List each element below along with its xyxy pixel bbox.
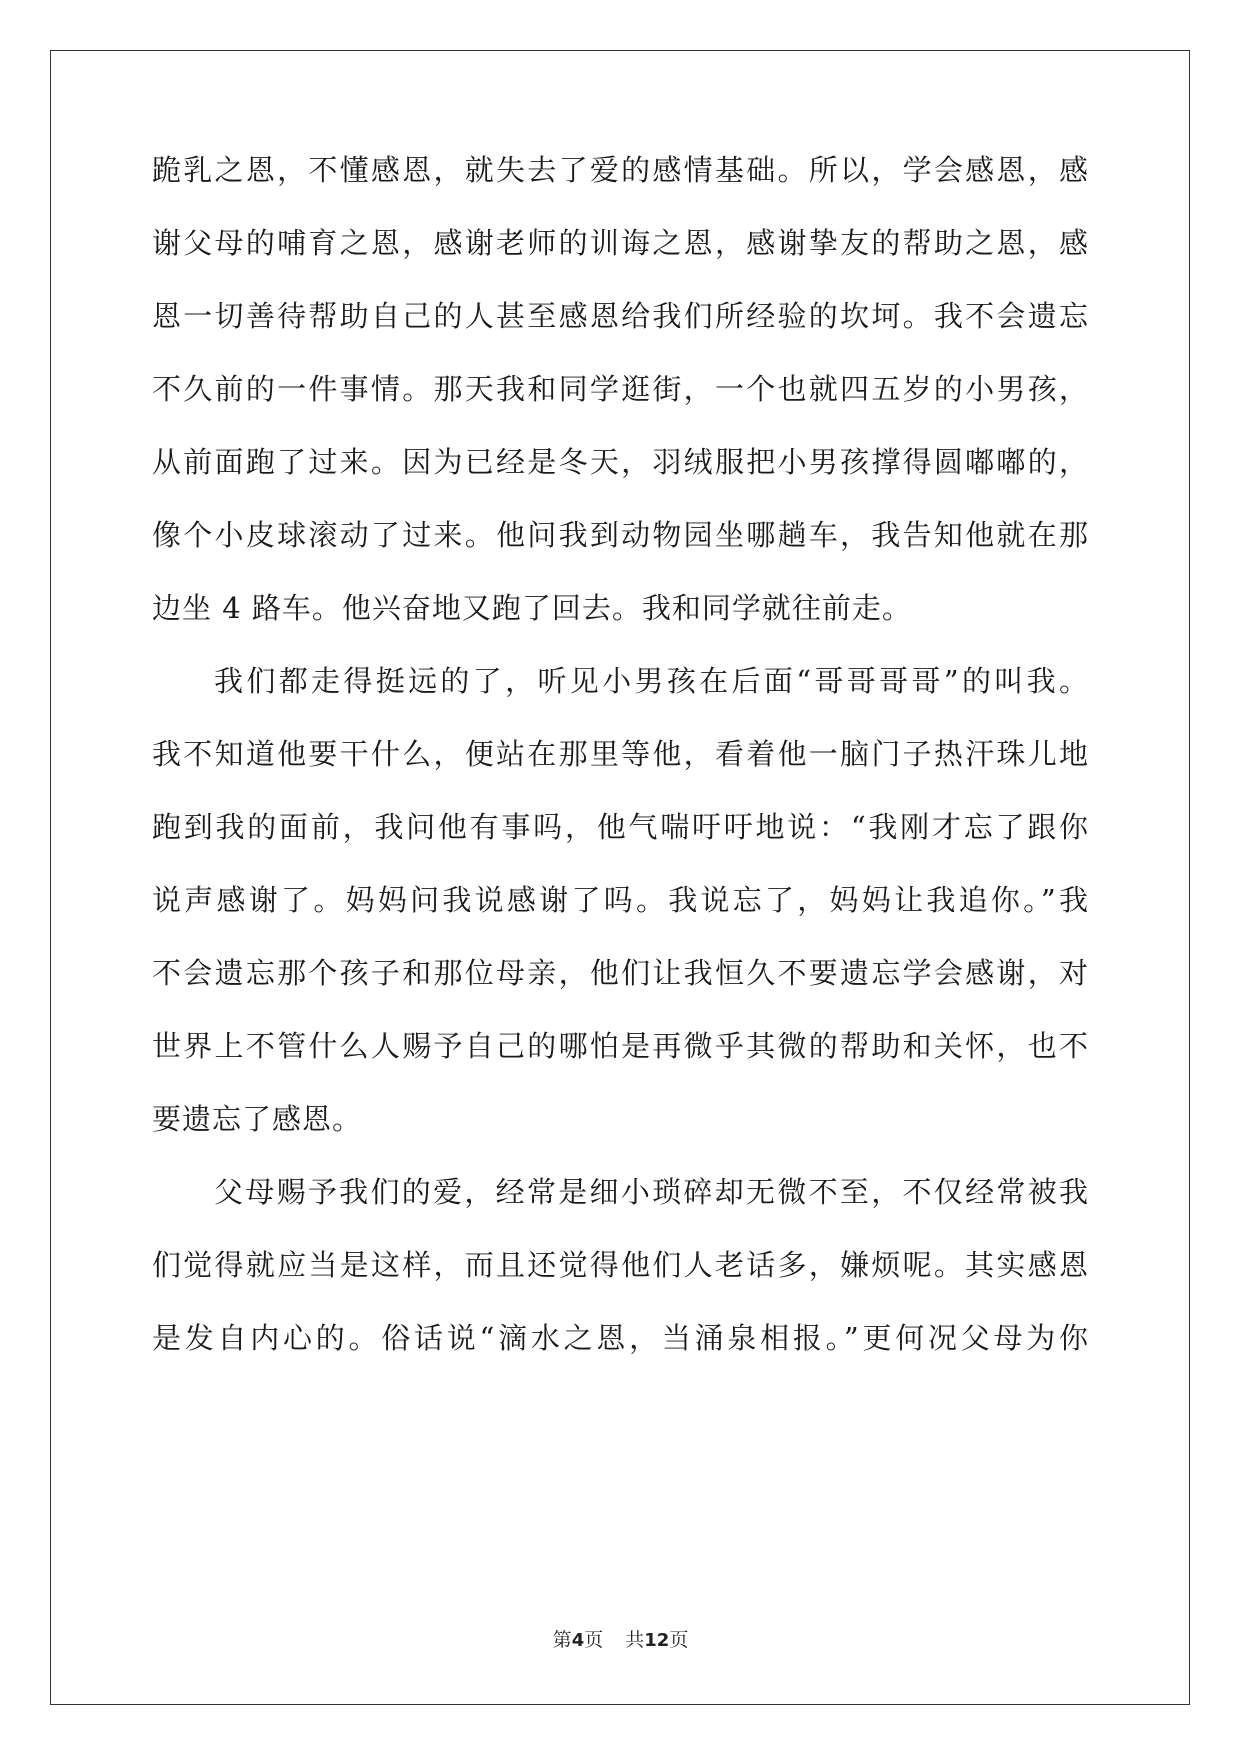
page-number-footer — [0, 1628, 1241, 1653]
text-line: 不会遗忘那个孩子和那位母亲，他们让我恒久不要遗忘学会感谢，对 — [152, 956, 1089, 990]
text-line: 跑到我的面前，我问他有事吗，他气喘吁吁地说：“我刚才忘了跟你 — [152, 810, 1089, 844]
text-line: 是发自内心的。俗话说“滴水之恩，当涌泉相报。”更何况父母为你 — [152, 1321, 1089, 1355]
text-line: 我不知道他要干什么，便站在那里等他，看着他一脑门子热汗珠儿地 — [152, 737, 1089, 771]
text-line: 说声感谢了。妈妈问我说感谢了吗。我说忘了，妈妈让我追你。”我 — [152, 883, 1089, 917]
text-line: 谢父母的哺育之恩，感谢老师的训诲之恩，感谢挚友的帮助之恩，感 — [152, 226, 1089, 260]
text-line: 们觉得就应当是这样，而且还觉得他们人老话多，嫌烦呢。其实感恩 — [152, 1248, 1089, 1282]
text-line: 恩一切善待帮助自己的人甚至感恩给我们所经验的坎坷。我不会遗忘 — [152, 299, 1089, 333]
text-line: 要遗忘了感恩。 — [152, 1102, 363, 1136]
text-line: 从前面跑了过来。因为已经是冬天，羽绒服把小男孩撑得圆嘟嘟的， — [152, 445, 1089, 479]
paragraph-first-line: 父母赐予我们的爱，经常是细小琐碎却无微不至，不仅经常被我 — [214, 1175, 1089, 1209]
total-suffix: 页 — [669, 1629, 689, 1651]
page-suffix: 页 — [584, 1629, 604, 1651]
text-line: 世界上不管什么人赐予自己的哪怕是再微乎其微的帮助和关怀，也不 — [152, 1029, 1089, 1063]
total-page-count: 12 — [644, 1630, 670, 1651]
text-line: 不久前的一件事情。那天我和同学逛街，一个也就四五岁的小男孩， — [152, 372, 1089, 406]
page-prefix: 第 — [552, 1629, 572, 1651]
total-prefix: 共 — [625, 1629, 645, 1651]
paragraph-first-line: 我们都走得挺远的了，听见小男孩在后面“哥哥哥哥”的叫我。 — [214, 664, 1089, 698]
text-line: 边坐 4 路车。他兴奋地又跑了回去。我和同学就往前走。 — [152, 591, 912, 625]
text-line: 像个小皮球滚动了过来。他问我到动物园坐哪趟车，我告知他就在那 — [152, 518, 1089, 552]
current-page-number: 4 — [571, 1630, 585, 1651]
text-line: 跪乳之恩，不懂感恩，就失去了爱的感情基础。所以，学会感恩，感 — [152, 153, 1089, 187]
